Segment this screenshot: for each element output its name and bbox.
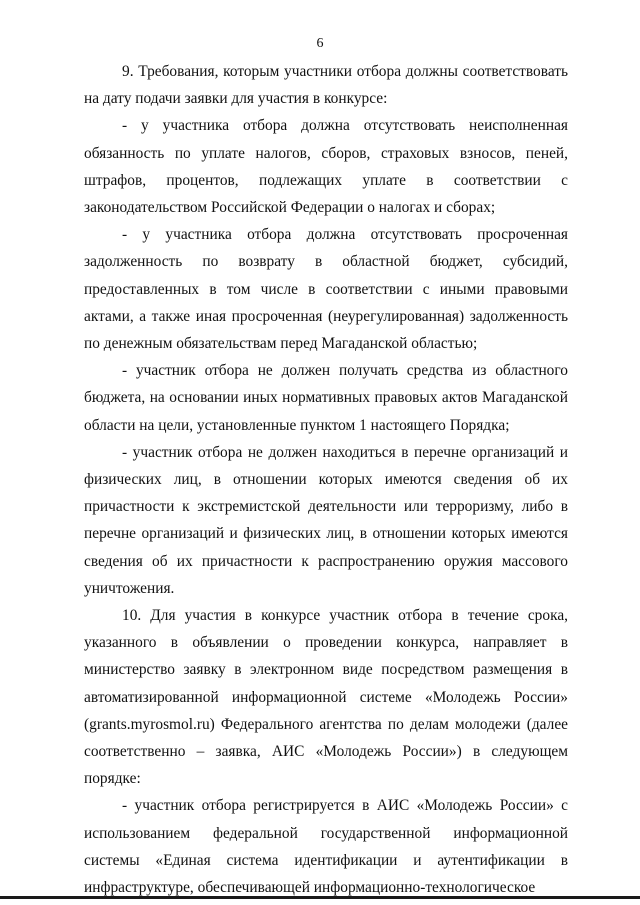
paragraph-not-in-extremist-list: - участник отбора не должен находиться в перечне организаций и физических лиц, в отношении которых имеются сведения об их причастности к экстремистской деятельности или терроризму, либо в перечне организаций и физических лиц, в отношении которых имеются сведения об их причастности к распространению оружия массового уничтожения. [84, 443, 568, 597]
paragraph-no-overdue-debt: - у участника отбора должна отсутствовать просроченная задолженность по возврату в областной бюджет, субсидий, предоставленных в том числе в соответствии с иными правовыми актами, а также иная просроченная (неурегулированная) задолженность по денежным обязательствам перед Магаданской областью; [84, 226, 568, 353]
paragraph-registration: - участник отбора регистрируется в АИС «Молодежь России» с использованием федеральной государственной информационной системы «Единая система идентификации и аутентификации в инфраструктуре, обеспечивающей информационно-технологическое [84, 797, 568, 897]
paragraph-application-procedure: 10. Для участия в конкурсе участник отбора в течение срока, указанного в объявлении о проведении конкурса, направляет в министерство заявку в электронном виде посредством размещения в автоматизированной информационной системе «Молодежь России» (grants.myrosmol.ru) Федерального агентства по делам молодежи (далее соответственно – заявка, АИС «Молодежь России») в следующем порядке: [84, 607, 568, 788]
page-bottom-rule [0, 896, 640, 899]
document-body [84, 58, 568, 901]
page-number: 6 [316, 36, 324, 51]
paragraph-no-budget-funds: - участник отбора не должен получать средства из областного бюджета, на основании иных нормативных правовых актов Магаданской области на цели, установленные пунктом 1 настоящего Порядка; [84, 362, 568, 434]
paragraph-requirements-heading: 9. Требования, которым участники отбора должны соответствовать на дату подачи заявки для участия в конкурсе: [84, 63, 568, 108]
paragraph-no-tax-debt: - у участника отбора должна отсутствовать неисполненная обязанность по уплате налогов, сборов, страховых взносов, пеней, штрафов, процентов, подлежащих уплате в соответствии с законодательством Российской Федерации о налогах и сборах; [84, 117, 568, 217]
